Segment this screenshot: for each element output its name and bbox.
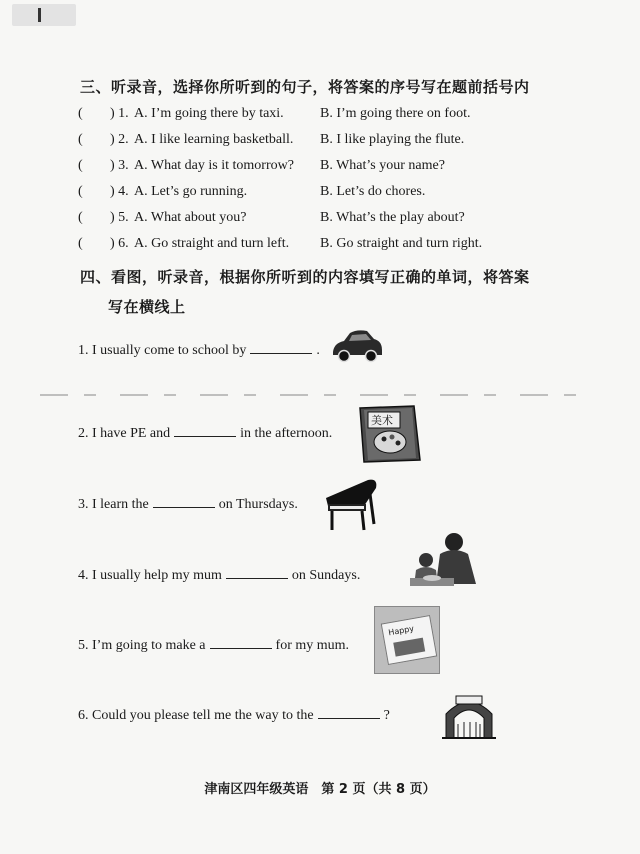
section4-title-line2: 写在横线上: [108, 298, 186, 316]
car-icon: [330, 326, 384, 364]
question-number: ) 1.: [110, 106, 129, 121]
answer-bracket[interactable]: (: [78, 106, 83, 121]
answer-bracket[interactable]: (: [78, 158, 83, 173]
option-a: A. What about you?: [134, 210, 247, 225]
answer-blank[interactable]: [174, 423, 236, 437]
fill-item-text: 2. I have PE and: [78, 426, 171, 441]
question-row: [78, 210, 558, 232]
option-a: A. Let’s go running.: [134, 184, 248, 199]
piano-icon: [324, 476, 382, 532]
fill-item-text: ?: [383, 708, 390, 723]
fill-item-text: 3. I learn the: [78, 497, 149, 512]
art-book-icon: [354, 404, 426, 464]
fill-item-text: 6. Could you please tell me the way to the: [78, 708, 314, 723]
scan-fold-line: [40, 394, 580, 396]
fill-item-text: on Sundays.: [291, 568, 361, 583]
option-b: B. What’s the play about?: [320, 210, 465, 225]
option-b: B. I like playing the flute.: [320, 132, 465, 147]
fill-item-text: 4. I usually help my mum: [78, 568, 222, 583]
answer-bracket[interactable]: (: [78, 184, 83, 199]
book-label: 美术: [371, 414, 393, 427]
fill-item: [78, 635, 349, 654]
question-row: [78, 132, 558, 154]
fill-item: [78, 565, 360, 584]
fill-item: [78, 705, 390, 724]
fill-item-text: 5. I’m going to make a: [78, 638, 206, 653]
answer-bracket[interactable]: (: [78, 236, 83, 251]
question-number: ) 5.: [110, 210, 129, 225]
option-b: B. I’m going there on foot.: [320, 106, 471, 121]
question-number: ) 3.: [110, 158, 129, 173]
card-icon: [374, 606, 440, 674]
fill-item: [78, 494, 298, 513]
option-a: A. I like learning basketball.: [134, 132, 294, 147]
scan-mark: [38, 8, 41, 22]
question-number: ) 4.: [110, 184, 129, 199]
option-b: B. What’s your name?: [320, 158, 445, 173]
fill-item-text: 1. I usually come to school by: [78, 343, 247, 358]
question-row: [78, 184, 558, 206]
answer-bracket[interactable]: (: [78, 210, 83, 225]
question-row: [78, 158, 558, 180]
answer-blank[interactable]: [226, 565, 288, 579]
fill-item-text: on Thursdays.: [218, 497, 298, 512]
answer-blank[interactable]: [210, 635, 272, 649]
section4-title-line1: 四、看图，听录音，根据你所听到的内容填写正确的单词，将答案: [80, 268, 530, 286]
answer-blank[interactable]: [153, 494, 215, 508]
option-b: B. Let’s do chores.: [320, 184, 426, 199]
card-label: Happy: [387, 624, 415, 638]
fill-item: [78, 423, 332, 442]
answer-blank[interactable]: [318, 705, 380, 719]
scan-tab: [12, 4, 76, 26]
fill-item-text: .: [316, 343, 320, 358]
option-b: B. Go straight and turn right.: [320, 236, 483, 251]
section3-title: 三、听录音，选择你所听到的句子，将答案的序号写在题前括号内: [80, 78, 530, 96]
option-a: A. Go straight and turn left.: [134, 236, 290, 251]
option-a: A. What day is it tomorrow?: [134, 158, 294, 173]
page-footer: 津南区四年级英语 第 2 页（共 8 页）: [204, 782, 436, 797]
question-row: [78, 106, 558, 128]
fill-item: [78, 340, 320, 359]
answer-bracket[interactable]: (: [78, 132, 83, 147]
greeting-card: [381, 615, 438, 665]
fill-item-text: for my mum.: [275, 638, 350, 653]
cooking-icon: [406, 530, 482, 590]
section4-title: [80, 262, 530, 322]
option-a: A. I’m going there by taxi.: [134, 106, 284, 121]
answer-blank[interactable]: [250, 340, 312, 354]
question-row: [78, 236, 558, 258]
question-number: ) 6.: [110, 236, 129, 251]
question-number: ) 2.: [110, 132, 129, 147]
park-gate-icon: [440, 690, 498, 740]
fill-item-text: in the afternoon.: [240, 426, 333, 441]
